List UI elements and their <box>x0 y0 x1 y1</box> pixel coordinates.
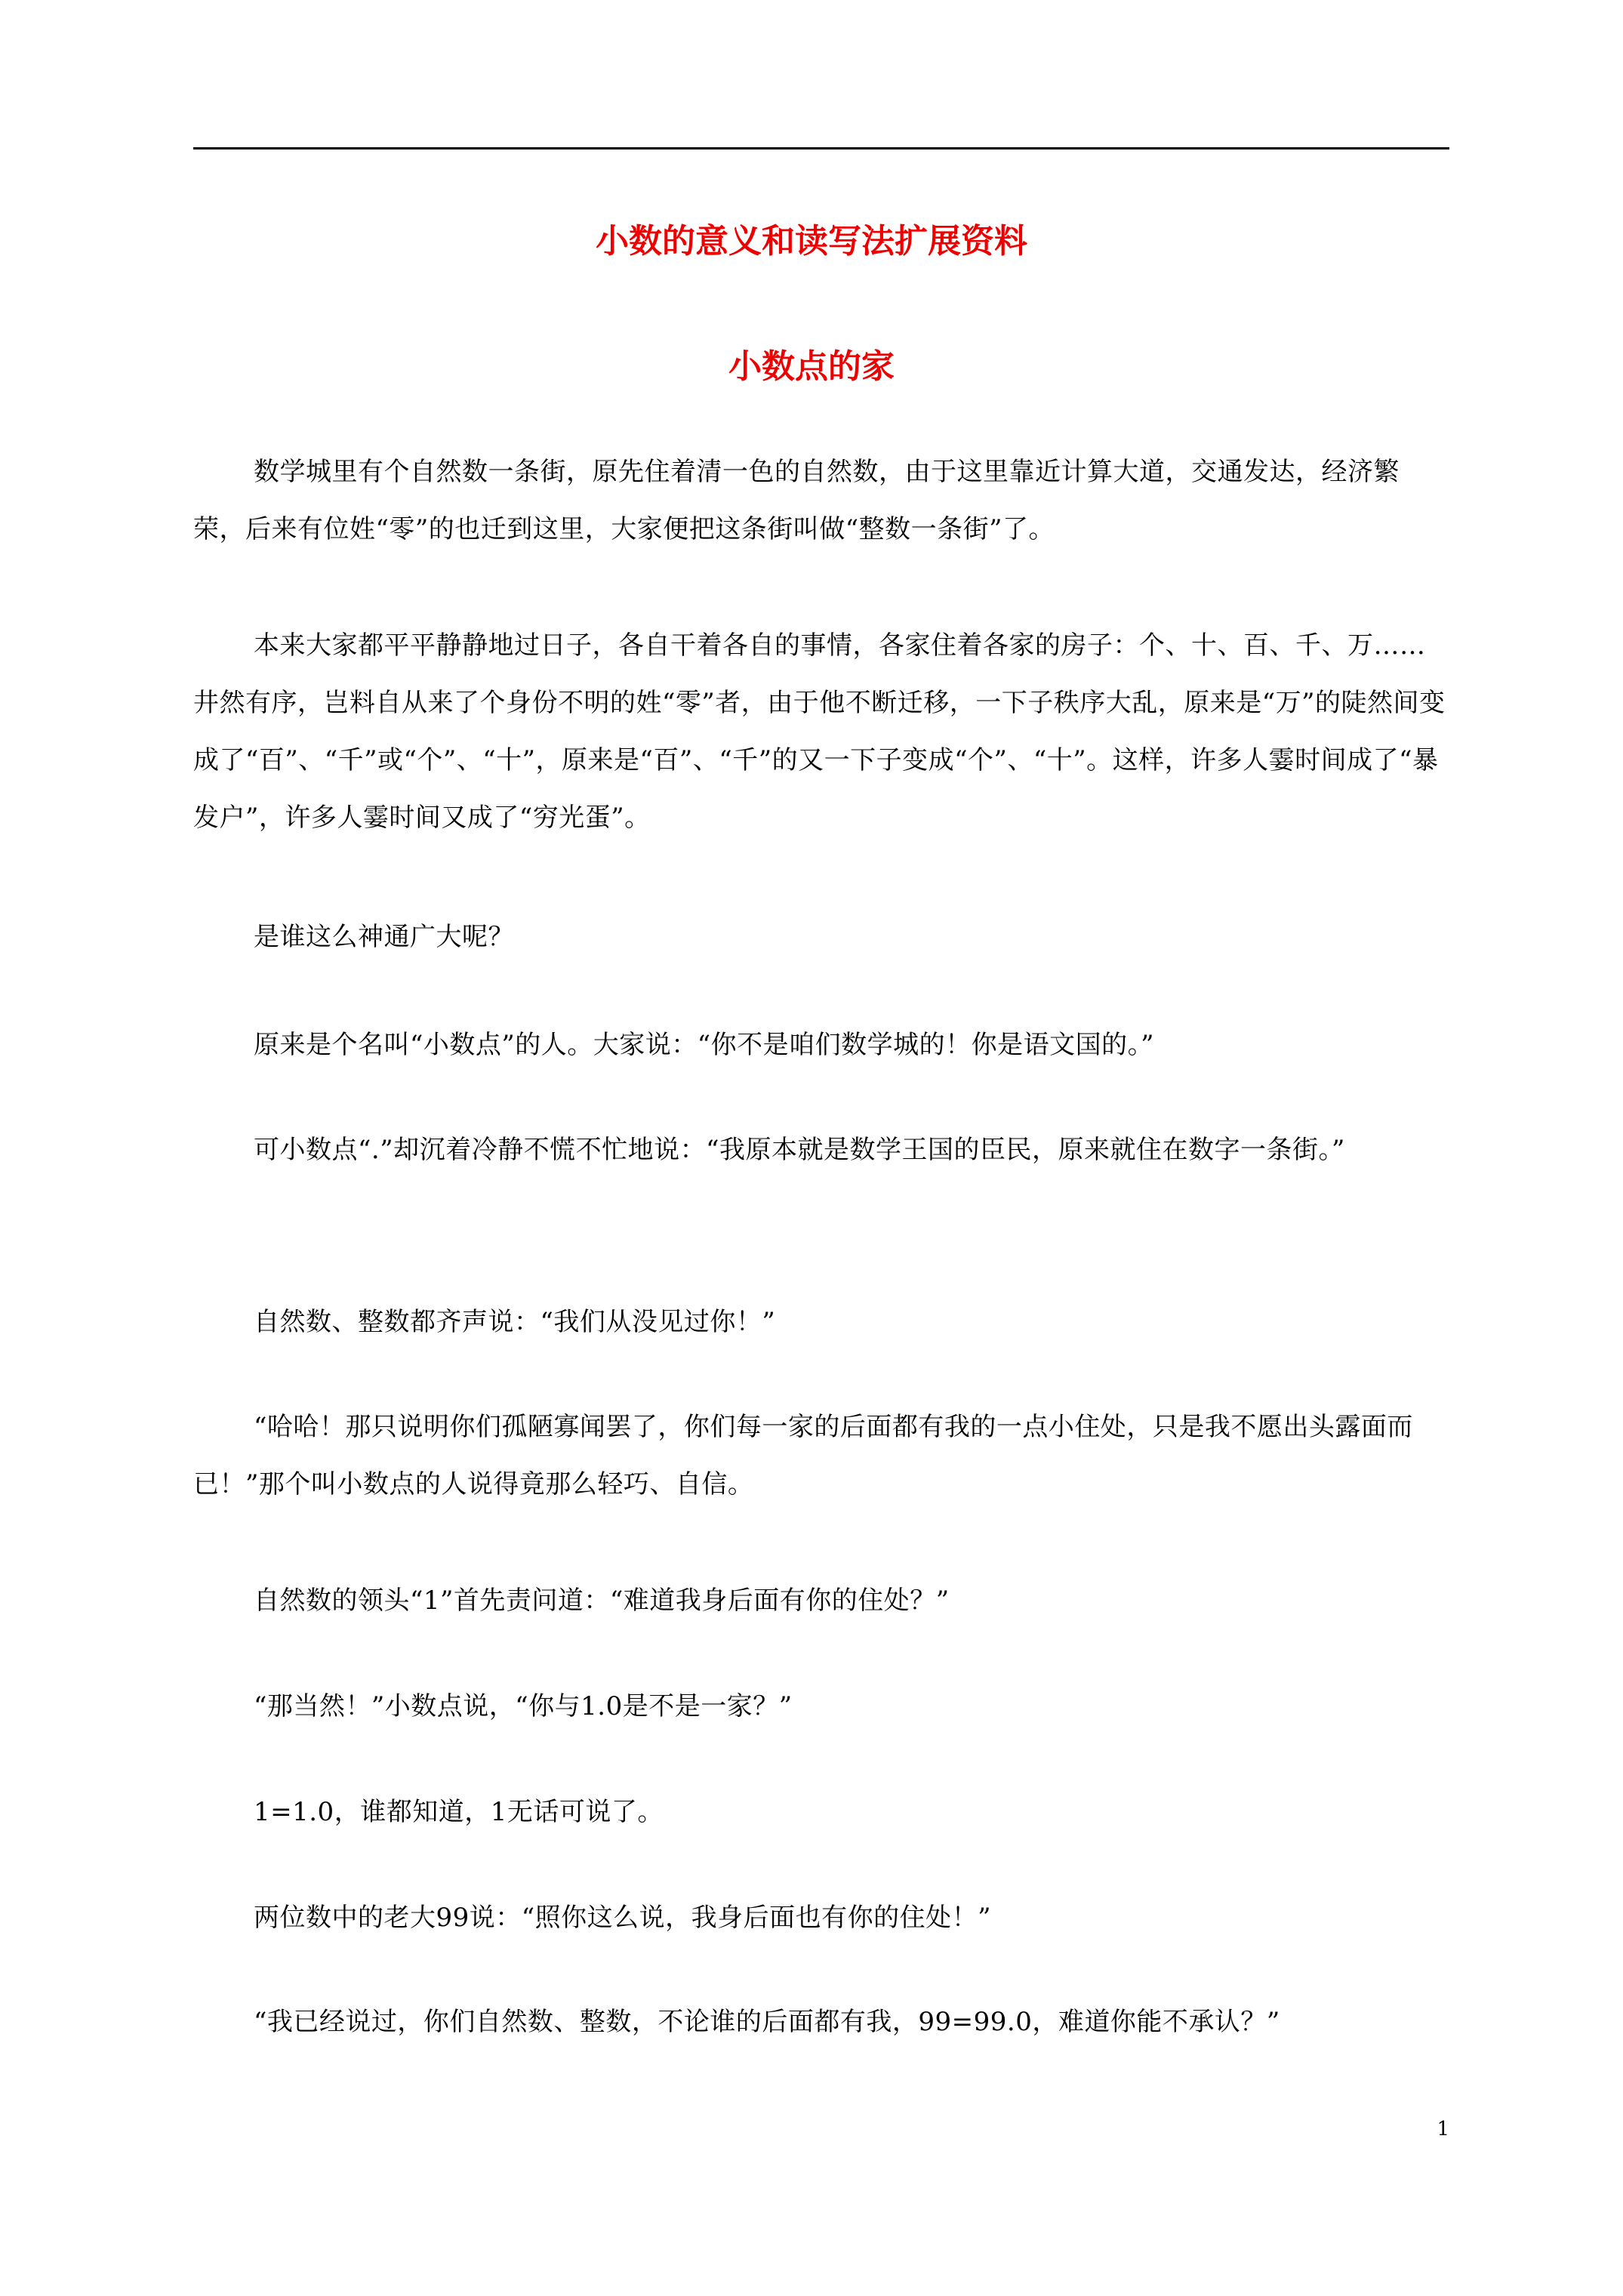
paragraph: 原来是个名叫“小数点”的人。大家说：“你不是咱们数学城的！你是语文国的。” <box>254 1030 1155 1060</box>
paragraph: 可小数点“.”却沉着冷静不慌不忙地说：“我原本就是数学王国的臣民，原来就住在数字一条街。” <box>254 1135 1345 1165</box>
paragraph: “我已经说过，你们自然数、整数，不论谁的后面都有我，99=99.0，难道你能不承认？” <box>254 2007 1280 2037</box>
paragraph: 两位数中的老大99说：“照你这么说，我身后面也有你的住处！” <box>254 1903 992 1933</box>
paragraph: 是谁这么神通广大呢？ <box>254 922 514 952</box>
paragraph: 自然数、整数都齐声说：“我们从没见过你！” <box>254 1307 776 1337</box>
paragraph: 数学城里有个自然数一条街，原先住着清一色的自然数，由于这里靠近计算大道，交通发达，经济繁荣，后来有位姓“零”的也迁到这里，大家便把这条街叫做“整数一条街”了。 <box>193 457 1400 544</box>
page-number: 1 <box>1437 2118 1449 2140</box>
document-title: 小数的意义和读写法扩展资料 <box>596 222 1027 260</box>
paragraph: “哈哈！那只说明你们孤陋寡闻罢了，你们每一家的后面都有我的一点小住处，只是我不愿出头露面而已！”那个叫小数点的人说得竟那么轻巧、自信。 <box>193 1412 1413 1499</box>
paragraph: “那当然！”小数点说，“你与1.0是不是一家？” <box>254 1691 793 1721</box>
paragraph: 自然数的领头“1”首先责问道：“难道我身后面有你的住处？” <box>254 1586 950 1616</box>
document-subtitle: 小数点的家 <box>728 347 895 386</box>
paragraph: 1=1.0，谁都知道，1无话可说了。 <box>254 1797 664 1827</box>
header-rule <box>193 147 1449 149</box>
paragraph: 本来大家都平平静静地过日子，各自干着各自的事情，各家住着各家的房子：个、十、百、千、万……井然有序，岂料自从来了个身份不明的姓“零”者，由于他不断迁移，一下子秩序大乱，原来是“万”的陡然间变成了“百”、“千”或“个”、“十”，原来是“百”、“千”的又一下子变成“个”、“十”。这样，许多人霎时间成了“暴发户”，许多人霎时间又成了“穷光蛋”。 <box>193 630 1446 833</box>
